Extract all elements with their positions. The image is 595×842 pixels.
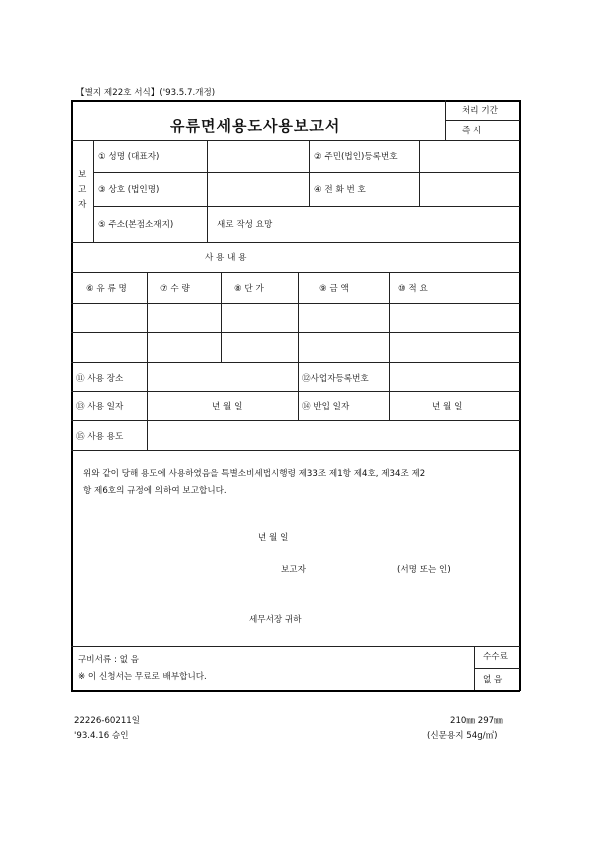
- reporter-bottom-line: [71, 242, 520, 243]
- footer-form-code: 22226-60211일: [74, 716, 141, 726]
- use-date-label: ⑬ 사용 일자: [76, 402, 124, 412]
- right-label-divider-left: [309, 140, 310, 206]
- usage-header: 사 용 내 용: [205, 253, 247, 263]
- purpose-row-line: [71, 450, 520, 451]
- phone-field[interactable]: [420, 173, 518, 205]
- entry-date-label: ⑭ 반입 일자: [302, 402, 350, 412]
- form-header-note: 【별지 제22호 서식】('93.5.7.개정): [76, 88, 216, 98]
- row1-oil-name[interactable]: [73, 304, 146, 331]
- col-amount: ⑨ 금 액: [319, 284, 349, 294]
- place-row-line: [71, 391, 520, 392]
- tax-office-addressee: 세무서장 귀하: [249, 615, 302, 625]
- reporter-label-1: 보: [78, 170, 87, 180]
- free-distribution-note: ※ 이 신청서는 무료로 배부합니다.: [78, 672, 207, 682]
- resident-no-label: ② 주민(법인)등록번호: [314, 152, 398, 162]
- row1-unit-price[interactable]: [222, 304, 297, 331]
- purpose-field[interactable]: [148, 421, 518, 449]
- col-remarks: ⑩ 적 요: [398, 284, 428, 294]
- reporter-divider: [93, 140, 94, 242]
- form-border-bottom: [71, 690, 520, 692]
- row2-unit-price[interactable]: [222, 333, 297, 361]
- form-border-right: [519, 100, 521, 691]
- row2-amount[interactable]: [299, 333, 388, 361]
- use-date-field[interactable]: 년 월 일: [212, 402, 243, 412]
- statement-line-2: 항 제6호의 규정에 의하여 보고합니다.: [83, 486, 227, 496]
- processing-mid-line: [445, 120, 520, 121]
- row1-quantity[interactable]: [148, 304, 220, 331]
- sign-note: (서명 또는 인): [397, 565, 451, 575]
- attachments-top-line: [71, 646, 520, 647]
- place-label: ⑪ 사용 장소: [76, 374, 124, 384]
- col-oil-name: ⑥ 유 류 명: [86, 284, 127, 294]
- business-no-label: ⑫사업자등록번호: [302, 374, 369, 384]
- name-label: ① 성명 (대표자): [98, 152, 160, 162]
- row1-amount[interactable]: [299, 304, 388, 331]
- company-field[interactable]: [208, 173, 308, 205]
- form-border-left: [71, 100, 73, 691]
- footer-paper-size: 210㎜ 297㎜: [450, 716, 503, 726]
- footer-paper-type: (신문용지 54g/㎡): [427, 731, 498, 741]
- business-no-field[interactable]: [390, 363, 518, 391]
- company-label: ③ 상호 (법인명): [98, 185, 160, 195]
- place-field[interactable]: [148, 363, 298, 391]
- row2-quantity[interactable]: [148, 333, 220, 361]
- reporter-sign-label: 보고자: [281, 565, 306, 575]
- row1-remarks[interactable]: [390, 304, 518, 331]
- col-unit-price: ⑧ 단 가: [234, 284, 264, 294]
- reporter-label-3: 자: [78, 200, 87, 210]
- statement-line-1: 위와 같이 당해 용도에 사용하였음을 특별소비세법시행령 제33조 제1항 제4호, 제34조 제2: [83, 469, 426, 479]
- purpose-label: ⑮ 사용 용도: [76, 432, 124, 442]
- reporter-row2-line: [93, 206, 520, 207]
- report-date[interactable]: 년 월 일: [258, 533, 289, 543]
- form-border-top: [71, 100, 520, 102]
- fee-value: 없 음: [483, 675, 503, 685]
- footer-approval: '93.4.16 승인: [74, 731, 129, 741]
- form-title: 유류면세용도사용보고서: [170, 117, 341, 135]
- processing-value: 즉 시: [462, 126, 482, 136]
- fee-mid-line: [474, 668, 520, 669]
- resident-no-field[interactable]: [420, 141, 518, 171]
- col-quantity: ⑦ 수 량: [160, 284, 190, 294]
- row2-remarks[interactable]: [390, 333, 518, 361]
- attachments-note: 구비서류 : 없 음: [78, 655, 139, 665]
- address-label: ⑤ 주소(본점소재지): [98, 220, 174, 230]
- row2-oil-name[interactable]: [73, 333, 146, 361]
- name-field[interactable]: [208, 141, 308, 171]
- reporter-label-2: 고: [78, 185, 87, 195]
- usage-header-line: [71, 272, 520, 273]
- phone-label: ④ 전 화 번 호: [314, 185, 366, 195]
- entry-date-field[interactable]: 년 월 일: [432, 402, 463, 412]
- processing-label: 처리 기간: [462, 106, 498, 116]
- fee-label: 수수료: [483, 652, 508, 662]
- address-field[interactable]: 새로 작성 요망: [217, 220, 273, 230]
